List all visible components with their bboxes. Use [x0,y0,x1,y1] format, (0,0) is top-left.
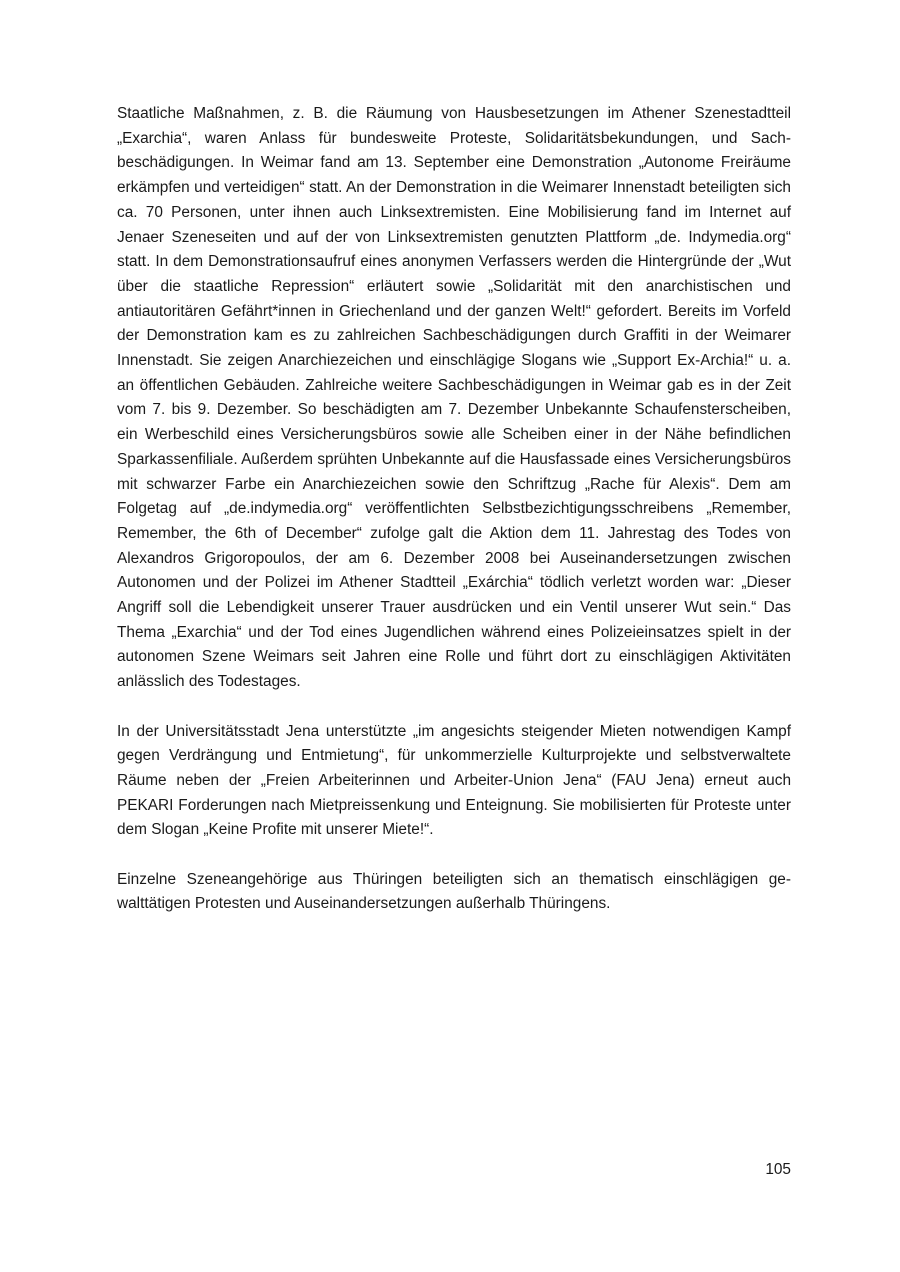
body-text [117,102,791,917]
paragraph-exarchia-protests: Staatliche Maßnahmen, z. B. die Räumung von Hausbesetzungen im Athener Szenestadtteil „Exarchia“, waren Anlass für bundesweite Proteste, Solidaritätsbekundungen, und Sachbeschädigungen. In Weimar fand am 13. September eine Demonstration „Autonome Freiräume erkämpfen und verteidigen“ statt. An der Demonstration in die Weimarer Innenstadt beteiligten sich ca. 70 Personen, unter ihnen auch Linksextremisten. Eine Mobilisierung fand im Internet auf Jenaer Szeneseiten und auf der von Linksextremisten genutzten Plattform „de. Indymedia.org“ statt. In dem Demonstrationsaufruf eines anonymen Verfassers werden die Hintergründe der „Wut über die staatliche Repression“ erläutert sowie „Solidarität mit den anarchistischen und antiautoritären Gefährt*innen in Griechenland und der ganzen Welt!“ gefordert. Bereits im Vorfeld der Demonstration kam es zu zahlreichen Sachbeschädigungen durch Graffiti in der Weimarer Innenstadt. Sie zeigen Anarchiezeichen und einschlägige Slogans wie „Support Ex-Archia!“ u. a. an öffentlichen Gebäuden. Zahlreiche weitere Sachbeschädigungen in Weimar gab es in der Zeit vom 7. bis 9. Dezember. So beschädigten am 7. Dezember Unbekannte Schaufensterscheiben, ein Werbeschild eines Versicherungsbüros sowie alle Scheiben einer in der Nähe befindlichen Sparkassenfiliale. Außerdem sprühten Unbekannte auf die Hausfassade eines Versicherungsbüros mit schwarzer Farbe ein Anarchiezeichen sowie den Schriftzug „Rache für Alexis“. Dem am Folgetag auf „de.indymedia.org“ veröffentlichten Selbstbezichtigungsschreibens „Remember, Remember, the 6th of December“ zufolge galt die Aktion dem 11. Jahrestag des Todes von Alexandros Grigoropoulos, der am 6. Dezember 2008 bei Auseinandersetzungen zwischen Autonomen und der Polizei im Athener Stadtteil „Exárchia“ tödlich verletzt worden war: „Dieser Angriff soll die Lebendigkeit unserer Trauer ausdrücken und ein Ventil unserer Wut sein.“ Das Thema „Exarchia“ und der Tod eines Jugendlichen während eines Polizeieinsatzes spielt in der autonomen Szene Weimars seit Jahren eine Rolle und führt dort zu einschlägigen Aktivitäten anlässlich des Todestages. [117,105,791,691]
paragraph-violent-protests: Einzelne Szeneangehörige aus Thüringen beteiligten sich an thematisch einschlägigen gewalttätigen Protesten und Auseinandersetzungen außerhalb Thüringens. [117,870,791,913]
page-number: 105 [765,1161,791,1178]
paragraph-jena-housing: In der Universitätsstadt Jena unterstützte „im angesichts steigender Mieten notwendigen Kampf gegen Verdrängung und Entmietung“, für unkommerzielle Kulturprojekte und selbstverwaltete Räume neben der „Freien Arbeiterinnen und Arbeiter-Union Jena“ (FAU Jena) erneut auch PEKARI Forderungen nach Mietpreissenkung und Enteignung. Sie mobilisierten für Proteste unter dem Slogan „Keine Profite mit unserer Miete!“. [117,722,791,839]
